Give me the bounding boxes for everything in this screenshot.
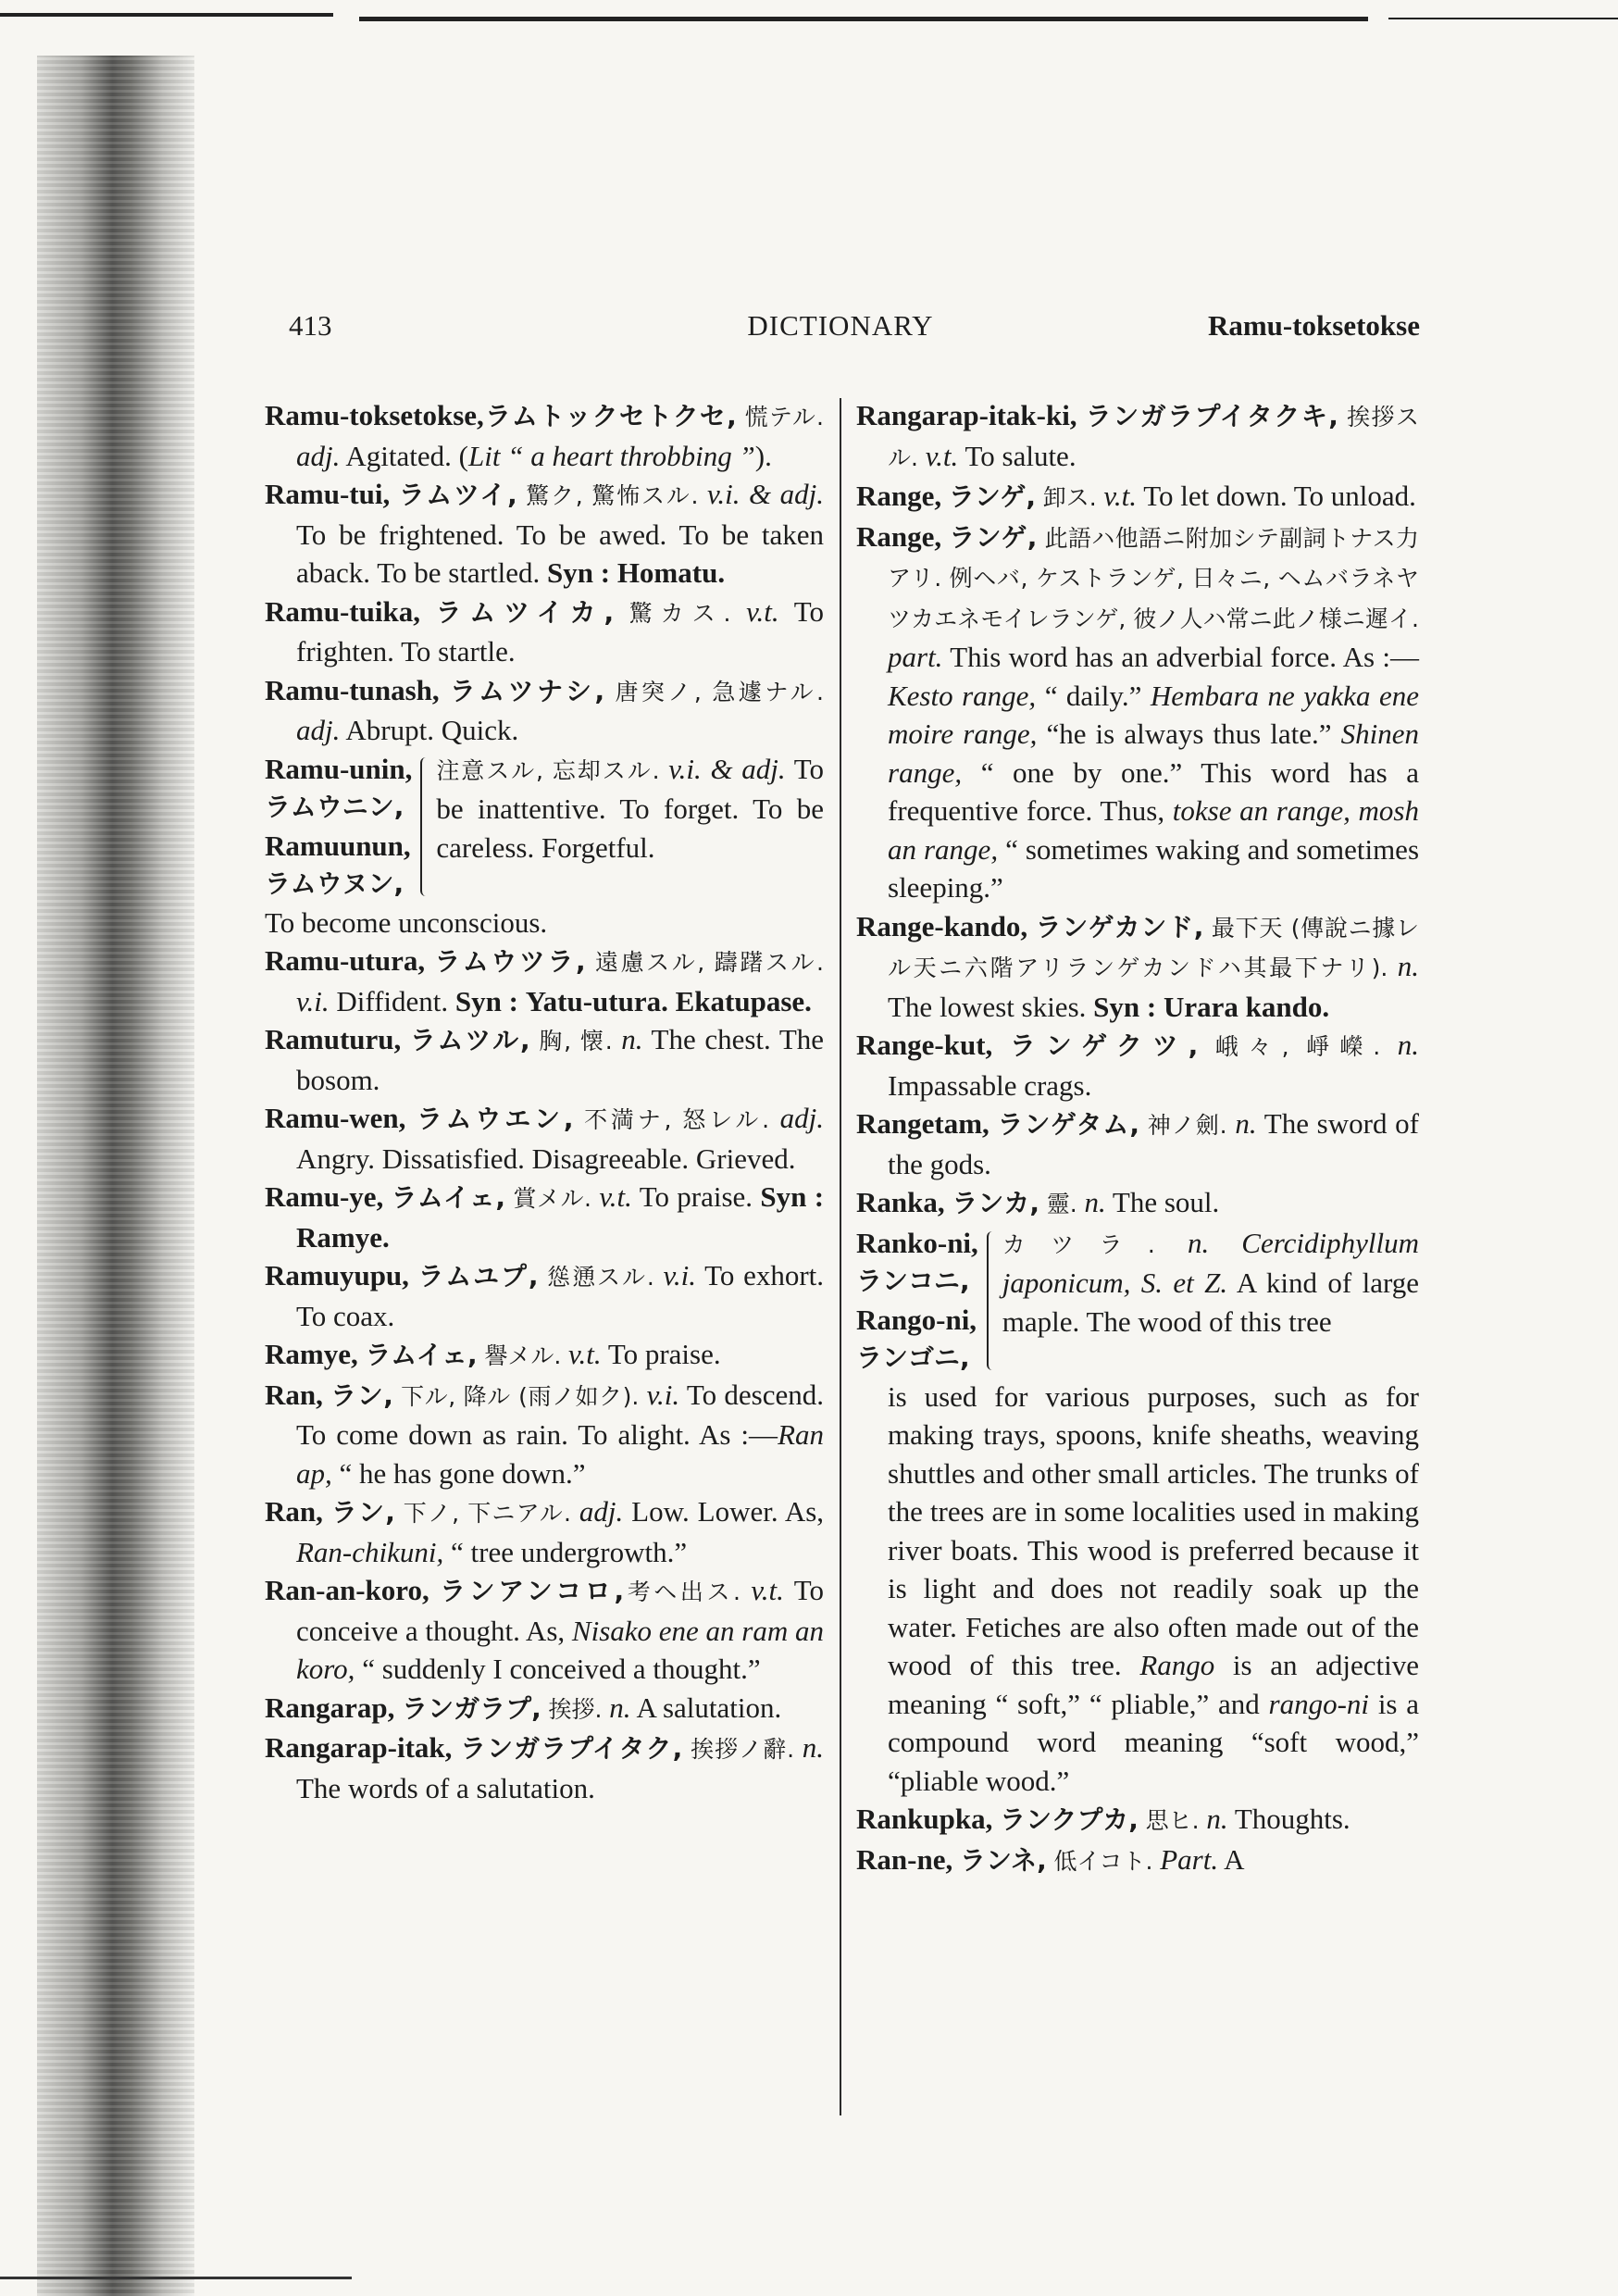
- definition: To exhort. To coax.: [296, 1259, 825, 1332]
- headword: Ranko-ni,: [856, 1226, 978, 1259]
- definition: To be frightened. To be awed. To be taken aback. To be startled.: [296, 518, 824, 589]
- example-phrase: Hembara ne yakka ene moire range,: [888, 679, 1420, 750]
- headword: Rangetam,: [856, 1107, 989, 1140]
- dictionary-entry: [856, 477, 1419, 518]
- japanese-gloss: 低イコト.: [1053, 1847, 1153, 1875]
- part-of-speech: n.: [1206, 1803, 1228, 1835]
- kana: ラムツル,: [409, 1025, 530, 1055]
- definition: A salutation.: [636, 1691, 782, 1724]
- dictionary-entry: [265, 1335, 824, 1376]
- headword: Rango-ni,: [856, 1303, 977, 1336]
- definition: To descend. To come down as rain. To alight. As :—: [296, 1378, 825, 1451]
- japanese-gloss: 注意スル, 忘却スル.: [436, 756, 660, 784]
- headword: Ran,: [265, 1378, 323, 1411]
- headword: Rangarap,: [265, 1691, 395, 1724]
- kana: ランガラプ,: [402, 1692, 541, 1724]
- dictionary-entry: [856, 1183, 1419, 1224]
- japanese-gloss: 賞メル.: [513, 1185, 592, 1212]
- japanese-gloss: 挨拶.: [548, 1695, 603, 1723]
- example-translation: “he is always thus late.”: [1046, 718, 1332, 750]
- kana: ランゲタム,: [997, 1109, 1140, 1140]
- scientific-name: Cercidiphyllum japonicum, S. et Z.: [1002, 1226, 1420, 1299]
- definition: Low. Lower. As,: [631, 1495, 825, 1528]
- definition: To let down. To unload.: [1143, 480, 1416, 512]
- part-of-speech: v.i. & adj.: [668, 752, 786, 785]
- headword: Ramu-tunash,: [265, 673, 440, 706]
- part-of-speech: n.: [1397, 1029, 1420, 1061]
- synonym-label: Syn :: [454, 984, 518, 1017]
- definition: Thoughts.: [1234, 1803, 1350, 1835]
- kana: ランゲ,: [948, 481, 1036, 512]
- definition: To conceive a thought. As,: [296, 1574, 824, 1647]
- dictionary-entry: [265, 1492, 824, 1571]
- part-of-speech: n.: [1187, 1226, 1210, 1259]
- grouping-brace: [982, 1231, 997, 1370]
- definition: The sword of the gods.: [888, 1107, 1419, 1180]
- synonym-label: Syn :: [760, 1180, 825, 1213]
- kana: ラムウエン,: [417, 1104, 574, 1134]
- part-of-speech: adj.: [579, 1495, 624, 1528]
- dictionary-entry: [856, 1841, 1419, 1881]
- kana: ラムウニン,: [265, 792, 404, 822]
- example-translation: “ suddenly I conceived a thought.”: [362, 1653, 761, 1685]
- part-of-speech: n.: [1397, 950, 1419, 982]
- japanese-gloss: カツラ.: [1002, 1230, 1155, 1258]
- headword: Range-kut,: [856, 1029, 993, 1061]
- kana: ランガラプイタク,: [460, 1733, 683, 1764]
- part-of-speech: n.: [802, 1731, 825, 1764]
- headword: Ramuturu,: [265, 1023, 402, 1055]
- example-phrase: Ran-chikuni,: [296, 1535, 444, 1568]
- part-of-speech: v.i.: [646, 1378, 680, 1411]
- part-of-speech: v.t.: [1103, 480, 1137, 512]
- part-of-speech: n.: [621, 1023, 643, 1055]
- japanese-gloss: 驚カス.: [629, 599, 731, 627]
- example-phrase: tokse an range, mosh an range,: [888, 794, 1419, 866]
- kana: ラムウツラ,: [434, 946, 586, 977]
- synonym: Homatu.: [616, 556, 726, 589]
- part-of-speech: part.: [888, 641, 943, 673]
- example-translation: “ sometimes waking and sometimes sleeping.”: [888, 832, 1420, 904]
- example-translation: “ he has gone down.”: [339, 1456, 586, 1490]
- part-of-speech: v.i.: [663, 1259, 697, 1292]
- japanese-gloss: 卸ス.: [1042, 484, 1097, 511]
- kana: ランネ,: [959, 1844, 1047, 1876]
- dictionary-entry: [265, 942, 824, 1020]
- kana: ラムツイ,: [398, 480, 517, 510]
- grouping-brace: [416, 757, 430, 896]
- japanese-gloss: 不満ナ, 怒レル.: [584, 1106, 770, 1133]
- example-phrase: Ran ap,: [296, 1418, 824, 1490]
- definition-end: ).: [754, 439, 772, 472]
- book-binding-shadow: [37, 56, 194, 2296]
- dictionary-entry: [265, 1376, 824, 1493]
- kana: ランゴニ,: [856, 1342, 970, 1373]
- top-rule-right: [1388, 18, 1618, 19]
- example-phrase: Nisako ene an ram an koro,: [296, 1614, 824, 1685]
- dictionary-entry: [856, 907, 1419, 1027]
- definition: Abrupt. Quick.: [345, 714, 519, 746]
- definition: To frighten. To startle.: [296, 594, 824, 668]
- headword: Ramu-ye,: [265, 1180, 384, 1213]
- definition-continued-text: is used for various purposes, such as for making trays, spoons, knife sheaths, weaving shuttles and other small articles. The trunks of the trees are in some localities used in making river boats. This wood is preferred because it is light and does not readily soak up the water. Fetiches are also often made out of the wood of this tree.: [888, 1379, 1419, 1681]
- kana: ラムトックセトクセ,: [483, 401, 737, 431]
- dictionary-entry: [265, 671, 824, 750]
- definition: This word has an adverbial force. As :—: [950, 641, 1419, 673]
- left-column: [265, 396, 824, 1807]
- right-column: [856, 396, 1419, 1880]
- headword: Ranka,: [856, 1186, 945, 1218]
- definition: The words of a salutation.: [296, 1771, 595, 1804]
- top-rule-left: [0, 13, 333, 17]
- page-number: 413: [289, 309, 332, 342]
- definition: Angry. Dissatisfied. Disagreeable. Grieved.: [296, 1142, 796, 1175]
- kana: ランゲカンド,: [1035, 911, 1204, 942]
- dictionary-entry: [265, 1571, 824, 1689]
- kana: ランクプカ,: [1000, 1804, 1139, 1835]
- definition: The soul.: [1112, 1186, 1220, 1218]
- japanese-gloss: 靈.: [1046, 1191, 1077, 1217]
- headword: Ramuunun,: [265, 829, 411, 862]
- japanese-gloss: 思ヒ.: [1145, 1807, 1200, 1834]
- synonym-label: Syn :: [1093, 990, 1157, 1023]
- kana: ラムツイカ,: [435, 596, 615, 628]
- part-of-speech: v.t.: [751, 1574, 784, 1606]
- part-of-speech: adj.: [296, 714, 341, 746]
- bottom-rule: [0, 2277, 352, 2279]
- part-of-speech: n.: [1235, 1107, 1257, 1140]
- top-rule-middle: [359, 17, 1368, 21]
- kana: ランゲクツ,: [1009, 1030, 1199, 1061]
- headword: Ran,: [265, 1495, 323, 1528]
- grouped-headwords: [856, 1224, 978, 1378]
- definition-continued: To become unconscious.: [265, 905, 548, 939]
- definition: Diffident.: [336, 984, 449, 1017]
- dictionary-entry-group: [265, 750, 824, 942]
- headword: Range,: [856, 480, 942, 512]
- definition: To praise.: [639, 1180, 753, 1213]
- synonym: Urara kando.: [1163, 990, 1330, 1023]
- headword: Ramu-tui,: [265, 478, 391, 510]
- example-translation: “ tree undergrowth.”: [451, 1535, 688, 1568]
- dictionary-entry: [265, 475, 824, 593]
- definition: Agitated. (: [345, 439, 468, 472]
- kana: ラムツナシ,: [449, 675, 605, 706]
- kana: ランガラプイタクキ,: [1085, 401, 1338, 431]
- japanese-gloss: 挨拶スル.: [888, 404, 1420, 471]
- kana: ランアンコロ,: [440, 1576, 625, 1606]
- part-of-speech: n.: [1084, 1186, 1106, 1218]
- headword: Ramu-wen,: [265, 1102, 406, 1134]
- headword: Ramu-utura,: [265, 944, 426, 977]
- kana: ランゲ,: [949, 521, 1038, 553]
- definition-continued-text: is a compound word meaning “soft wood,” “pliable wood.”: [888, 1687, 1420, 1797]
- part-of-speech: Part.: [1160, 1842, 1219, 1876]
- japanese-gloss: 神ノ劍.: [1147, 1112, 1227, 1139]
- headword: Ramye,: [265, 1338, 358, 1370]
- headword: Ramu-toksetokse,: [265, 399, 484, 431]
- literal-meaning: Lit “ a heart throbbing ”: [468, 439, 755, 472]
- dictionary-entry: [265, 1256, 824, 1335]
- column-divider: [840, 398, 841, 2115]
- japanese-gloss: 唐突ノ, 急遽ナル.: [615, 678, 825, 705]
- dictionary-entry: [265, 1178, 824, 1256]
- definition: A: [1224, 1842, 1245, 1876]
- kana: ランカ,: [952, 1188, 1040, 1218]
- part-of-speech: n.: [609, 1691, 631, 1724]
- japanese-gloss: 譽メル.: [484, 1342, 562, 1369]
- definition-continued-text: is an adjective meaning “ soft,” “ pliable,” and: [888, 1649, 1420, 1720]
- dictionary-entry: [265, 1020, 824, 1099]
- headword: Rangarap-itak,: [265, 1731, 453, 1764]
- kana: ラムウヌン,: [265, 868, 404, 899]
- headword: Ramuyupu,: [265, 1259, 409, 1292]
- kana: ラン,: [330, 1497, 395, 1528]
- headword: Ramu-tuika,: [265, 594, 420, 628]
- dictionary-entry: [265, 1099, 824, 1178]
- headword: Range-kando,: [856, 909, 1028, 942]
- part-of-speech: v.t.: [925, 439, 959, 472]
- part-of-speech: v.i.: [296, 984, 330, 1017]
- running-title: DICTIONARY: [747, 309, 934, 342]
- example-translation: “ one by one.” This word has a frequentive force. Thus,: [888, 755, 1420, 827]
- dictionary-entry-group: [856, 1224, 1419, 1801]
- definition: To salute.: [965, 439, 1077, 472]
- definition: Impassable crags.: [888, 1068, 1092, 1102]
- kana: ラン,: [330, 1379, 393, 1411]
- definition: To praise.: [607, 1338, 721, 1370]
- dictionary-entry: [856, 518, 1419, 907]
- example-translation: “ daily.”: [1044, 679, 1142, 712]
- japanese-gloss: 驚ク, 驚怖スル.: [526, 482, 699, 509]
- japanese-gloss: 慫慂スル.: [547, 1264, 654, 1291]
- japanese-gloss: 考ヘ出ス.: [624, 1578, 741, 1605]
- japanese-gloss: 遠慮スル, 躊躇スル.: [594, 949, 825, 976]
- japanese-gloss: 下ル, 降ル (雨ノ如ク).: [401, 1382, 640, 1410]
- kana: ラムイェ,: [391, 1182, 506, 1213]
- japanese-gloss: 慌テル.: [744, 404, 824, 430]
- page-header: [261, 309, 1420, 356]
- part-of-speech: adj.: [779, 1102, 825, 1134]
- example-phrase: Rango: [1139, 1649, 1215, 1681]
- japanese-gloss: 胸, 懐.: [539, 1028, 613, 1054]
- kana: ランコニ,: [856, 1266, 970, 1296]
- part-of-speech: v.i. & adj.: [706, 478, 825, 510]
- part-of-speech: v.t.: [599, 1180, 632, 1213]
- synonym-label: Syn :: [547, 556, 611, 589]
- kana: ラムイェ,: [365, 1340, 478, 1370]
- dictionary-entry: [856, 1800, 1419, 1841]
- running-headword: Ramu-toksetokse: [1207, 309, 1420, 342]
- synonym: Yatu-utura. Ekatupase.: [525, 984, 812, 1017]
- japanese-gloss: 最下天 (傳說ニ據レル天ニ六階アリランゲカンドハ其最下ナリ).: [888, 914, 1420, 981]
- part-of-speech: adj.: [296, 439, 341, 472]
- headword: Ran-an-koro,: [265, 1574, 429, 1606]
- headword: Range,: [856, 519, 942, 553]
- definition: The chest. The bosom.: [296, 1023, 825, 1096]
- dictionary-entry: [856, 1026, 1419, 1104]
- definition: To be inattentive. To forget. To be careless. Forgetful.: [436, 752, 825, 864]
- dictionary-entry: [265, 1689, 824, 1729]
- example-phrase: Kesto range,: [888, 679, 1037, 712]
- japanese-gloss: 挨拶ノ辭.: [691, 1736, 795, 1763]
- example-phrase: Shinen range,: [888, 718, 1419, 789]
- japanese-gloss: 此語ハ他語ニ附加シテ副詞トナス力アリ. 例ヘバ, ケストランゲ, 日々ニ, ヘムバラネヤツカエネモイレランゲ, 彼ノ人ハ常ニ此ノ様ニ遲イ.: [888, 524, 1420, 632]
- dictionary-entry: [856, 396, 1419, 477]
- dictionary-entry: [856, 1104, 1419, 1183]
- headword: Rankupka,: [856, 1803, 993, 1835]
- japanese-gloss: 峨々, 崢嶸.: [1214, 1033, 1381, 1060]
- headword: Ran-ne,: [856, 1842, 953, 1876]
- headword: Ramu-unin,: [265, 752, 413, 785]
- example-phrase: rango-ni: [1268, 1687, 1370, 1720]
- definition-continued: [856, 1378, 1419, 1801]
- part-of-speech: v.t.: [568, 1338, 602, 1370]
- dictionary-entry: [265, 396, 824, 475]
- definition: A kind of large maple. The wood of this tree: [1002, 1267, 1419, 1338]
- grouped-headwords: [265, 750, 412, 904]
- synonym: Ramye.: [296, 1220, 390, 1254]
- kana: ラムユプ,: [417, 1261, 539, 1292]
- headword: Rangarap-itak-ki,: [856, 399, 1077, 431]
- part-of-speech: v.t.: [746, 594, 779, 628]
- dictionary-entry: [265, 1728, 824, 1807]
- dictionary-entry: [265, 593, 824, 671]
- japanese-gloss: 下ノ, 下ニアル.: [403, 1500, 571, 1527]
- definition: The lowest skies.: [888, 990, 1087, 1023]
